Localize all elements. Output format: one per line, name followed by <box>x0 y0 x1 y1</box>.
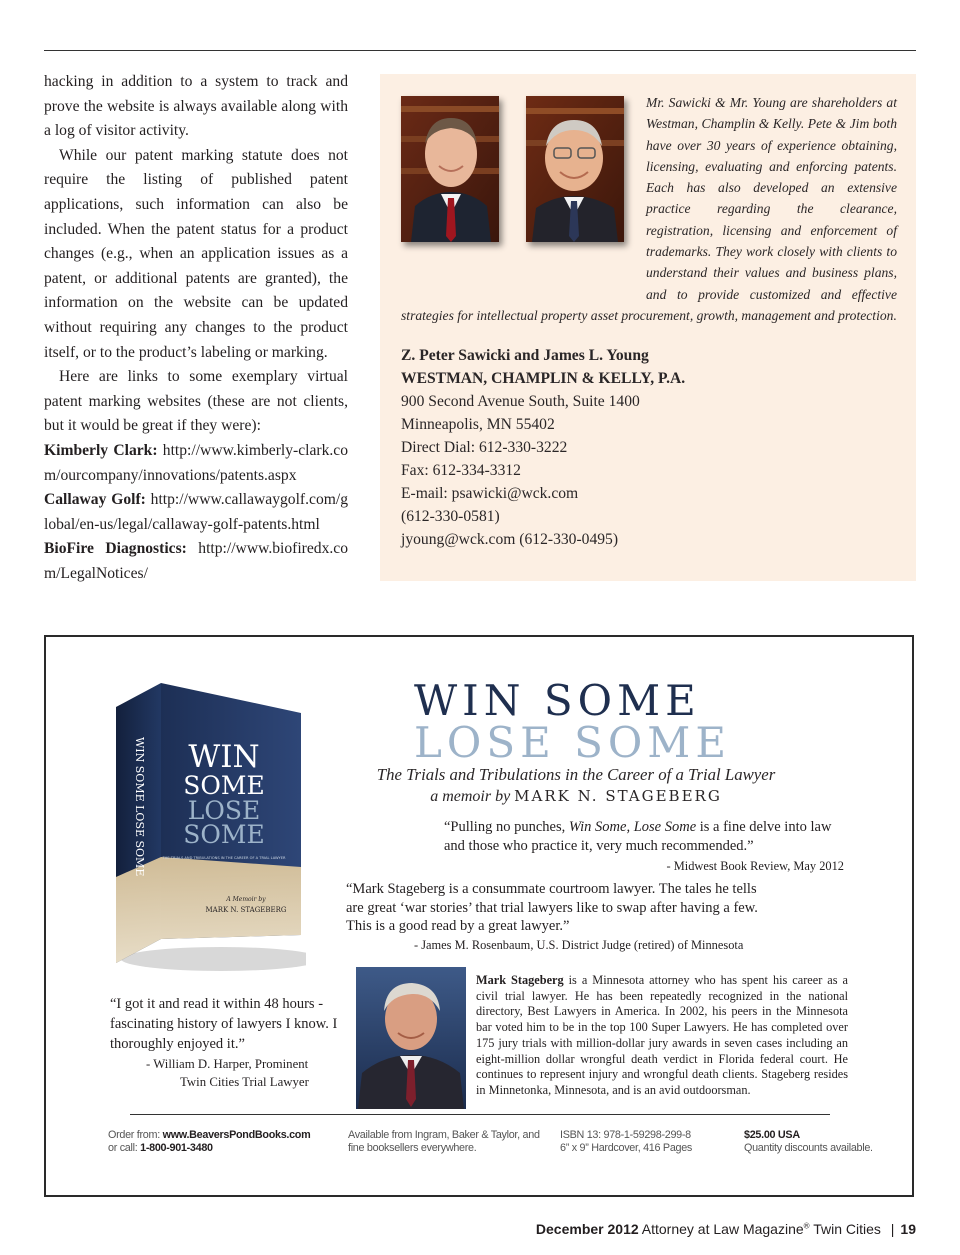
author-names: Z. Peter Sawicki and James L. Young <box>401 347 649 364</box>
book-cover-author: MARK N. STAGEBERG <box>205 906 287 914</box>
ad-title-line2: LOSE SOME <box>414 718 731 767</box>
byline-prefix: a memoir by <box>430 788 511 805</box>
author-info-box <box>380 74 916 581</box>
firm-name: WESTMAN, CHAMPLIN & KELLY, P.A. <box>401 370 686 387</box>
magazine-edition: Twin Cities <box>809 1221 881 1237</box>
author-photo-sawicki <box>401 96 499 242</box>
ad-byline <box>366 787 786 806</box>
link-item-callaway-golf <box>44 488 348 537</box>
isbn: ISBN 13: 978-1-59298-299-8 <box>560 1129 691 1141</box>
link-item-biofire <box>44 537 348 586</box>
link-item-kimberly-clark <box>44 439 348 488</box>
quote-attribution: Twin Cities Trial Lawyer <box>180 1075 309 1090</box>
email[interactable]: jyoung@wck.com (612-330-0495) <box>401 531 619 548</box>
quote-attribution: - Midwest Book Review, May 2012 <box>666 859 844 873</box>
link-url[interactable]: http://www.kimberly-clark.com/ourcompany/innovations/patents.aspx <box>44 441 348 484</box>
magazine-name: Attorney at Law Magazine <box>641 1221 804 1237</box>
book-cover-title: SOME <box>183 820 265 849</box>
order-website-link[interactable]: www.BeaversPondBooks.com <box>162 1129 311 1141</box>
page-footer: December 2012 Attorney at Law Magazine® Twin Cities | 19 <box>535 1221 916 1237</box>
top-rule <box>44 50 916 51</box>
book-cover-image <box>106 677 306 977</box>
quote-text: “Pulling no punches, Win Some, Lose Some is a fine delve into law and those who practice it, very much recommended.” <box>444 819 832 854</box>
article-paragraph: Here are links to some exemplary virtual patent marking websites (these are not clients, but it would be great if they were): <box>44 368 348 435</box>
page-number: 19 <box>900 1221 916 1237</box>
quote-text: “I got it and read it within 48 hours - fascinating history of lawyers I know. I thoroughly enjoyed it.” <box>110 996 338 1052</box>
availability-info: Available from Ingram, Baker & Taylor, and fine booksellers everywhere. <box>348 1129 540 1154</box>
article-column <box>44 70 348 586</box>
review-quote-midwest <box>444 818 844 876</box>
stageberg-portrait <box>356 967 466 1109</box>
ad-subtitle: The Trials and Tribulations in the Career of a Trial Lawyer <box>376 765 776 784</box>
book-cover-memo: A Memoir by <box>226 896 266 903</box>
book-spine-title: WIN SOME LOSE SOME <box>133 737 146 877</box>
bio-name: Mark Stageberg <box>476 973 564 987</box>
review-quote-harper <box>110 995 340 1090</box>
article-paragraph: While our patent marking statute does not require the listing of published patent applications, such information can also be included. When the patent status for a product changes (e.g., when an application issues as a patent, or additional patents are granted), the information on the website can be updated without requiring any changes to the product itself, or to the product’s labeling or marking. <box>44 146 348 361</box>
price-info <box>744 1129 873 1155</box>
price: $25.00 USA <box>744 1129 800 1141</box>
phone: (612-330-0581) <box>401 508 500 525</box>
author-bio-text: Mr. Sawicki & Mr. Young are shareholders at Westman, Champlin & Kelly. Pete & Jim both have over 30 years of experience obtaining, licensing, evaluating and enforcing patents. Each has also developed an extensive practice regarding the clearance, registration, licensing and enforcement of trademarks. They work closely with clients to understand their values and business plans, and to provide customized and effective strategies for intellectual property asset procurement, growth, management and protection. <box>401 95 897 323</box>
byline-author: MARK N. STAGEBERG <box>514 787 722 805</box>
address-line: Minneapolis, MN 55402 <box>401 416 555 433</box>
link-company-name: Callaway Golf: <box>44 491 146 509</box>
book-cover-title: LOSE <box>187 796 261 825</box>
book-cover-tagline: THE TRIALS AND TRIBULATIONS IN THE CAREER OF A TRIAL LAWYER <box>162 856 286 860</box>
book-advertisement <box>44 635 914 1197</box>
article-paragraph: hacking in addition to a system to track and prove the website is always available along with a log of visitor activity. <box>44 73 348 140</box>
author-biography <box>476 973 848 1099</box>
bio-text: is a Minnesota attorney who has spent his career as a civil trial lawyer. He has been repeatedly recognized in the national directory, Best Lawyers in America. In 2002, his peers in the Minnesota bar voted him to be in the top 100 Super Lawyers. He has completed over 175 jury trials with million-dollar jury awards in seven cases including an eight-million dollar wrongful death verdict in Florida federal court. He continues to represent injury and wrongful death clients. Stageberg resides in Minnetonka, Minnesota, and is an avid outdoorsman. <box>476 973 849 1097</box>
author-contact <box>401 344 901 551</box>
book-specs <box>560 1129 692 1155</box>
author-photo-young <box>526 96 624 242</box>
issue-date: December 2012 <box>535 1221 639 1237</box>
book-format: 6” x 9” Hardcover, 416 Pages <box>560 1142 693 1154</box>
address-line: 900 Second Avenue South, Suite 1400 <box>401 393 640 410</box>
order-phone: 1-800-901-3480 <box>140 1142 213 1154</box>
link-company-name: BioFire Diagnostics: <box>44 540 187 558</box>
link-url[interactable]: http://www.biofiredx.com/LegalNotices/ <box>44 540 348 582</box>
quote-attribution: - William D. Harper, Prominent <box>146 1057 309 1072</box>
direct-dial: Direct Dial: 612-330-3222 <box>401 439 568 456</box>
book-cover-title: SOME <box>183 771 265 800</box>
fax: Fax: 612-334-3312 <box>401 462 521 479</box>
order-info: Order from: www.BeaversPondBooks.com or call: 1-800-901-3480 <box>108 1129 311 1154</box>
link-company-name: Kimberly Clark: <box>44 441 158 459</box>
quote-text: “Mark Stageberg is a consummate courtroom lawyer. The tales he tells are great ‘war stories’ that trial lawyers like to swap after having a few. This is a good read by a great lawyer.” <box>346 881 758 935</box>
book-cover-title: WIN <box>188 739 260 775</box>
quote-attribution: - James M. Rosenbaum, U.S. District Judge (retired) of Minnesota <box>414 937 744 952</box>
ad-title-line1: WIN SOME <box>414 676 701 725</box>
email[interactable]: E-mail: psawicki@wck.com <box>401 485 579 502</box>
ad-divider <box>130 1114 830 1115</box>
discount-note: Quantity discounts available. <box>744 1142 873 1154</box>
review-quote-rosenbaum <box>346 880 766 954</box>
link-url[interactable]: http://www.callawaygolf.com/global/en-us/legal/callaway-golf-patents.html <box>44 491 348 533</box>
